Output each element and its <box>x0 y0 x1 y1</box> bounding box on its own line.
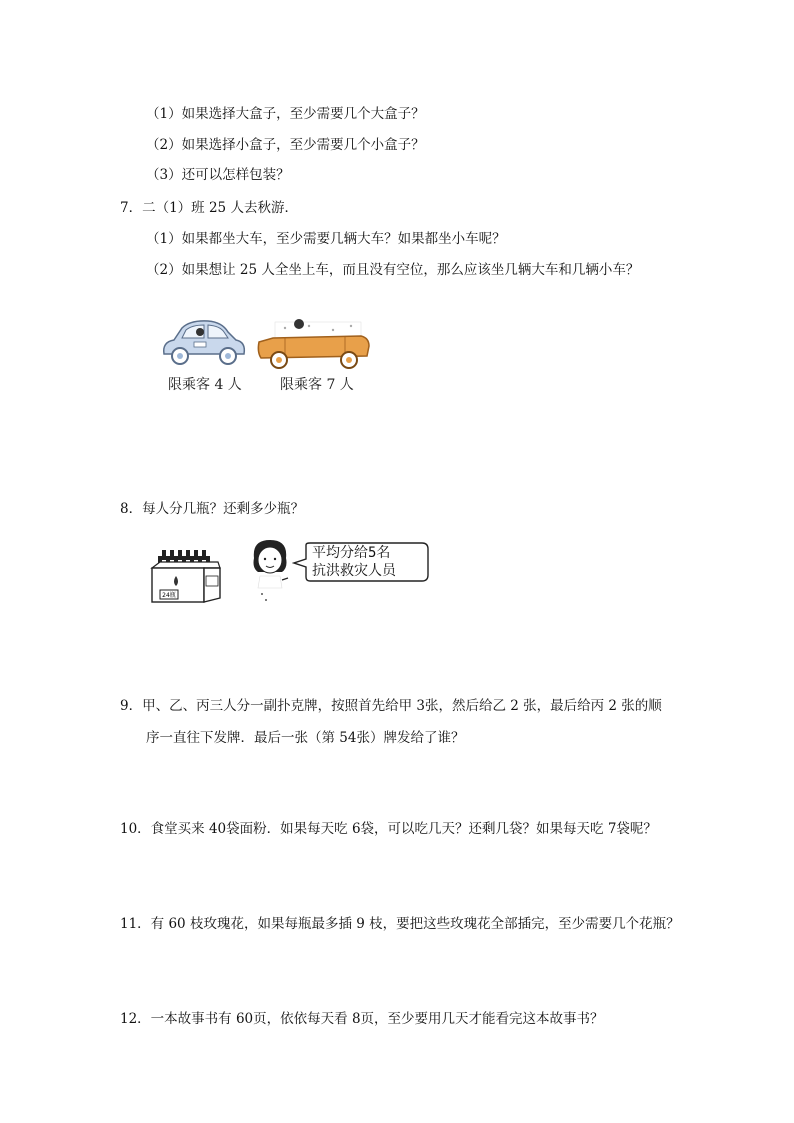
q7-sub2: （2）如果想让 25 人全坐上车，而且没有空位，那么应该坐几辆大车和几辆小车？ <box>146 262 640 278</box>
q10-text: 10．食堂买来 40袋面粉．如果每天吃 6袋，可以吃几天？还剩几袋？如果每天吃 7袋呢？ <box>120 821 657 837</box>
q9-line2: 序一直往下发牌．最后一张（第 54张）牌发给了谁？ <box>146 730 465 746</box>
small-car-illustration <box>158 318 250 370</box>
speech-line-2: 抗洪救灾人员 <box>312 563 396 579</box>
q6-sub3: （3）还可以怎样包装？ <box>146 167 290 183</box>
q8-title: 8．每人分几瓶？还剩多少瓶？ <box>120 501 305 517</box>
crate-label: 24瓶 <box>162 592 176 599</box>
q7-title: 7．二（1）班 25 人去秋游． <box>120 200 298 216</box>
q6-sub1: （1）如果选择大盒子，至少需要几个大盒子？ <box>146 106 425 122</box>
big-car-illustration <box>255 316 373 372</box>
q9-line1: 9．甲、乙、丙三人分一副扑克牌，按照首先给甲 3张，然后给乙 2 张，最后给丙 2 张的顺 <box>120 698 662 714</box>
girl-illustration <box>244 536 296 606</box>
speech-line-1: 平均分给5名 <box>312 545 391 561</box>
big-car-caption: 限乘客 7 人 <box>280 377 354 393</box>
q12-text: 12．一本故事书有 60页，依依每天看 8页，至少要用几天才能看完这本故事书？ <box>120 1011 604 1027</box>
small-car-caption: 限乘客 4 人 <box>168 377 242 393</box>
q6-sub2: （2）如果选择小盒子，至少需要几个小盒子？ <box>146 137 425 153</box>
q11-text: 11．有 60 枝玫瑰花，如果每瓶最多插 9 枝，要把这些玫瑰花全部插完，至少需要几个花瓶？ <box>120 916 680 932</box>
bottle-crate-illustration <box>148 548 224 606</box>
q7-sub1: （1）如果都坐大车，至少需要几辆大车？如果都坐小车呢？ <box>146 231 506 247</box>
